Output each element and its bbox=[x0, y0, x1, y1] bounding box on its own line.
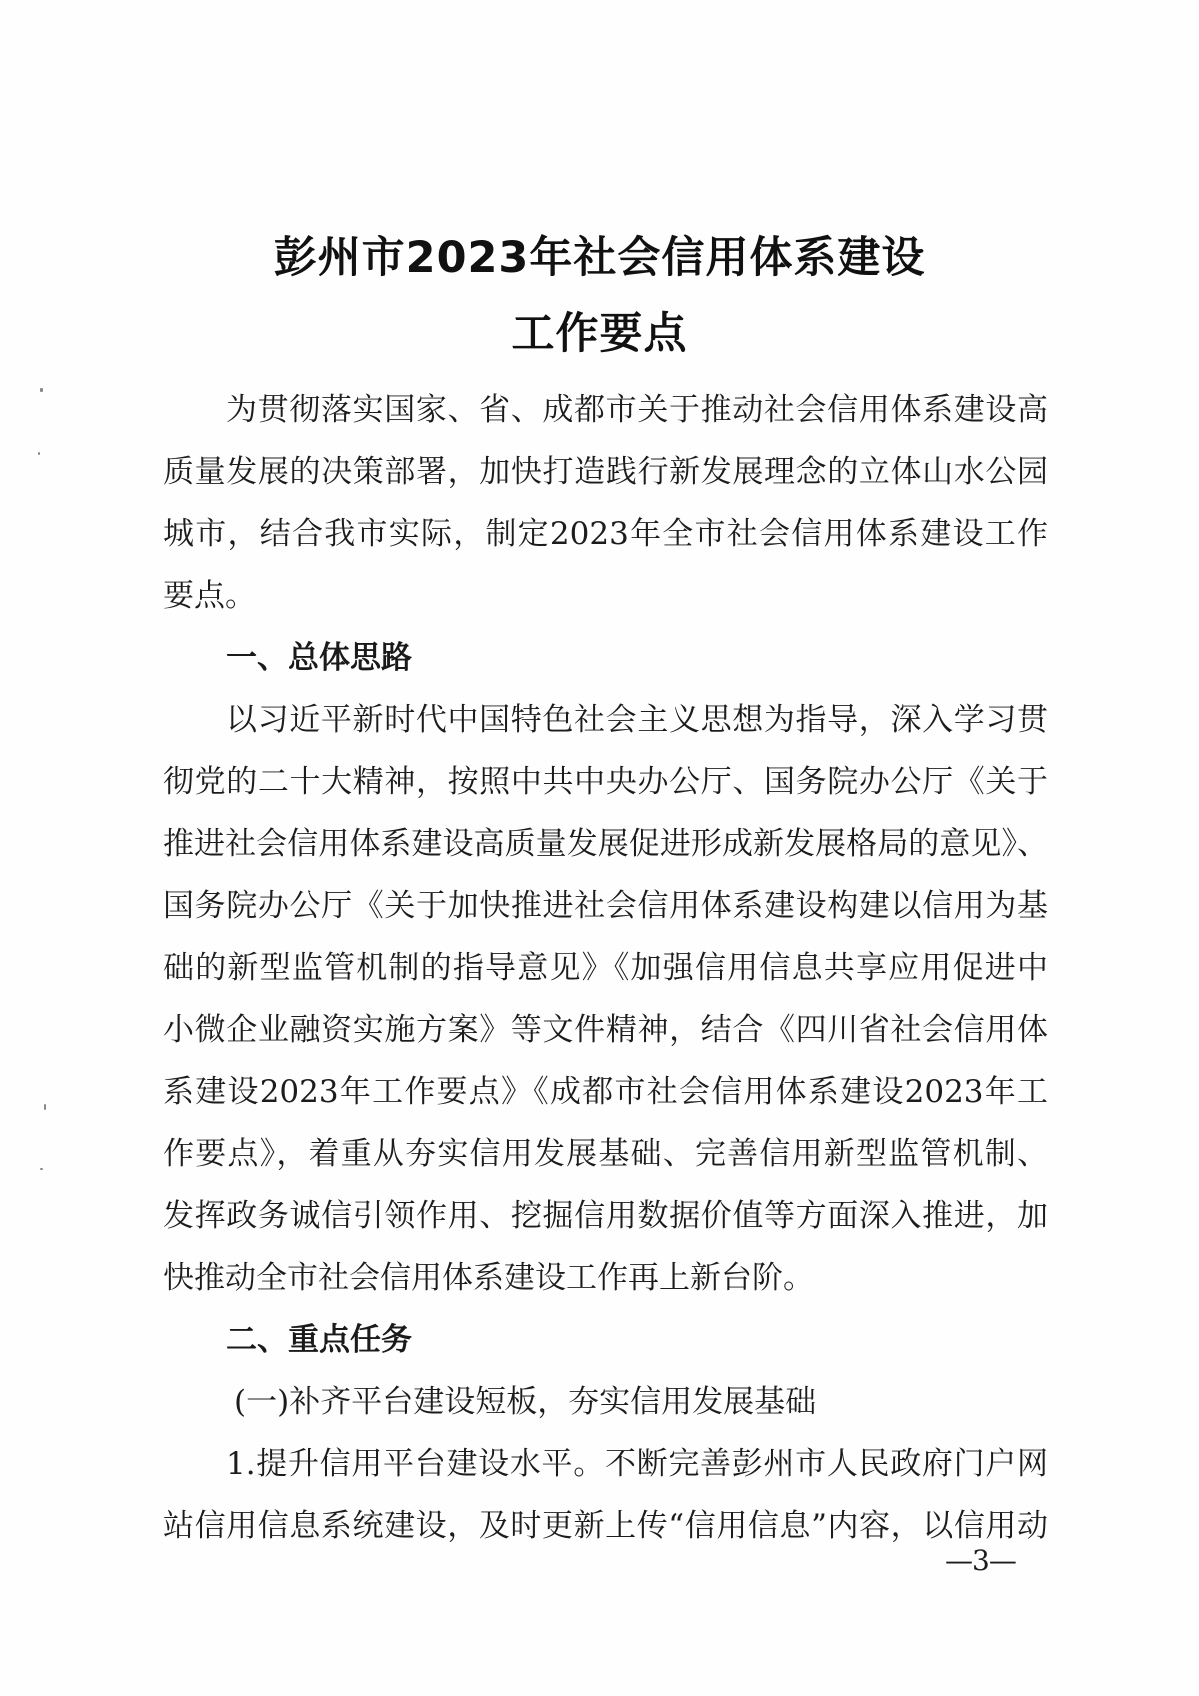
scan-speck bbox=[40, 388, 43, 392]
intro-line: 为贯彻落实国家、省、成都市关于推动社会信用体系建设高 bbox=[226, 392, 1048, 428]
body-line: 1.提升信用平台建设水平。不断完善彭州市人民政府门户网 bbox=[226, 1446, 1048, 1482]
body-line: 快推动全市社会信用体系建设工作再上新台阶。 bbox=[163, 1260, 814, 1296]
intro-line: 城市，结合我市实际，制定2023年全市社会信用体系建设工作 bbox=[163, 516, 1048, 552]
body-line: 发挥政务诚信引领作用、挖掘信用数据价值等方面深入推进，加 bbox=[163, 1198, 1048, 1234]
body-line: 站信用信息系统建设，及时更新上传“信用信息”内容，以信用动 bbox=[163, 1508, 1048, 1544]
intro-line: 要点。 bbox=[163, 578, 256, 614]
page-number: —3— bbox=[945, 1544, 1016, 1577]
scan-speck bbox=[44, 1104, 46, 1110]
intro-line: 质量发展的决策部署，加快打造践行新发展理念的立体山水公园 bbox=[163, 454, 1048, 490]
section-heading: 一、总体思路 bbox=[226, 640, 412, 676]
document-title-line-1: 彭州市2023年社会信用体系建设 bbox=[273, 233, 926, 283]
body-line: 国务院办公厅《关于加快推进社会信用体系建设构建以信用为基 bbox=[163, 888, 1048, 924]
body-line: 彻党的二十大精神，按照中共中央办公厅、国务院办公厅《关于 bbox=[163, 764, 1048, 800]
section-heading: 二、重点任务 bbox=[226, 1322, 412, 1358]
scan-speck bbox=[38, 452, 40, 455]
body-line: 作要点》，着重从夯实信用发展基础、完善信用新型监管机制、 bbox=[163, 1136, 1048, 1172]
scan-speck bbox=[40, 1168, 43, 1170]
document-title-line-2: 工作要点 bbox=[511, 309, 688, 359]
subsection-heading: (一)补齐平台建设短板，夯实信用发展基础 bbox=[234, 1384, 817, 1420]
body-line: 推进社会信用体系建设高质量发展促进形成新发展格局的意见》、 bbox=[163, 826, 1048, 862]
body-line: 以习近平新时代中国特色社会主义思想为指导，深入学习贯 bbox=[226, 702, 1048, 738]
body-line: 系建设2023年工作要点》《成都市社会信用体系建设2023年工 bbox=[163, 1074, 1048, 1110]
body-line: 础的新型监管机制的指导意见》《加强信用信息共享应用促进中 bbox=[163, 950, 1048, 986]
body-line: 小微企业融资实施方案》等文件精神，结合《四川省社会信用体 bbox=[163, 1012, 1048, 1048]
